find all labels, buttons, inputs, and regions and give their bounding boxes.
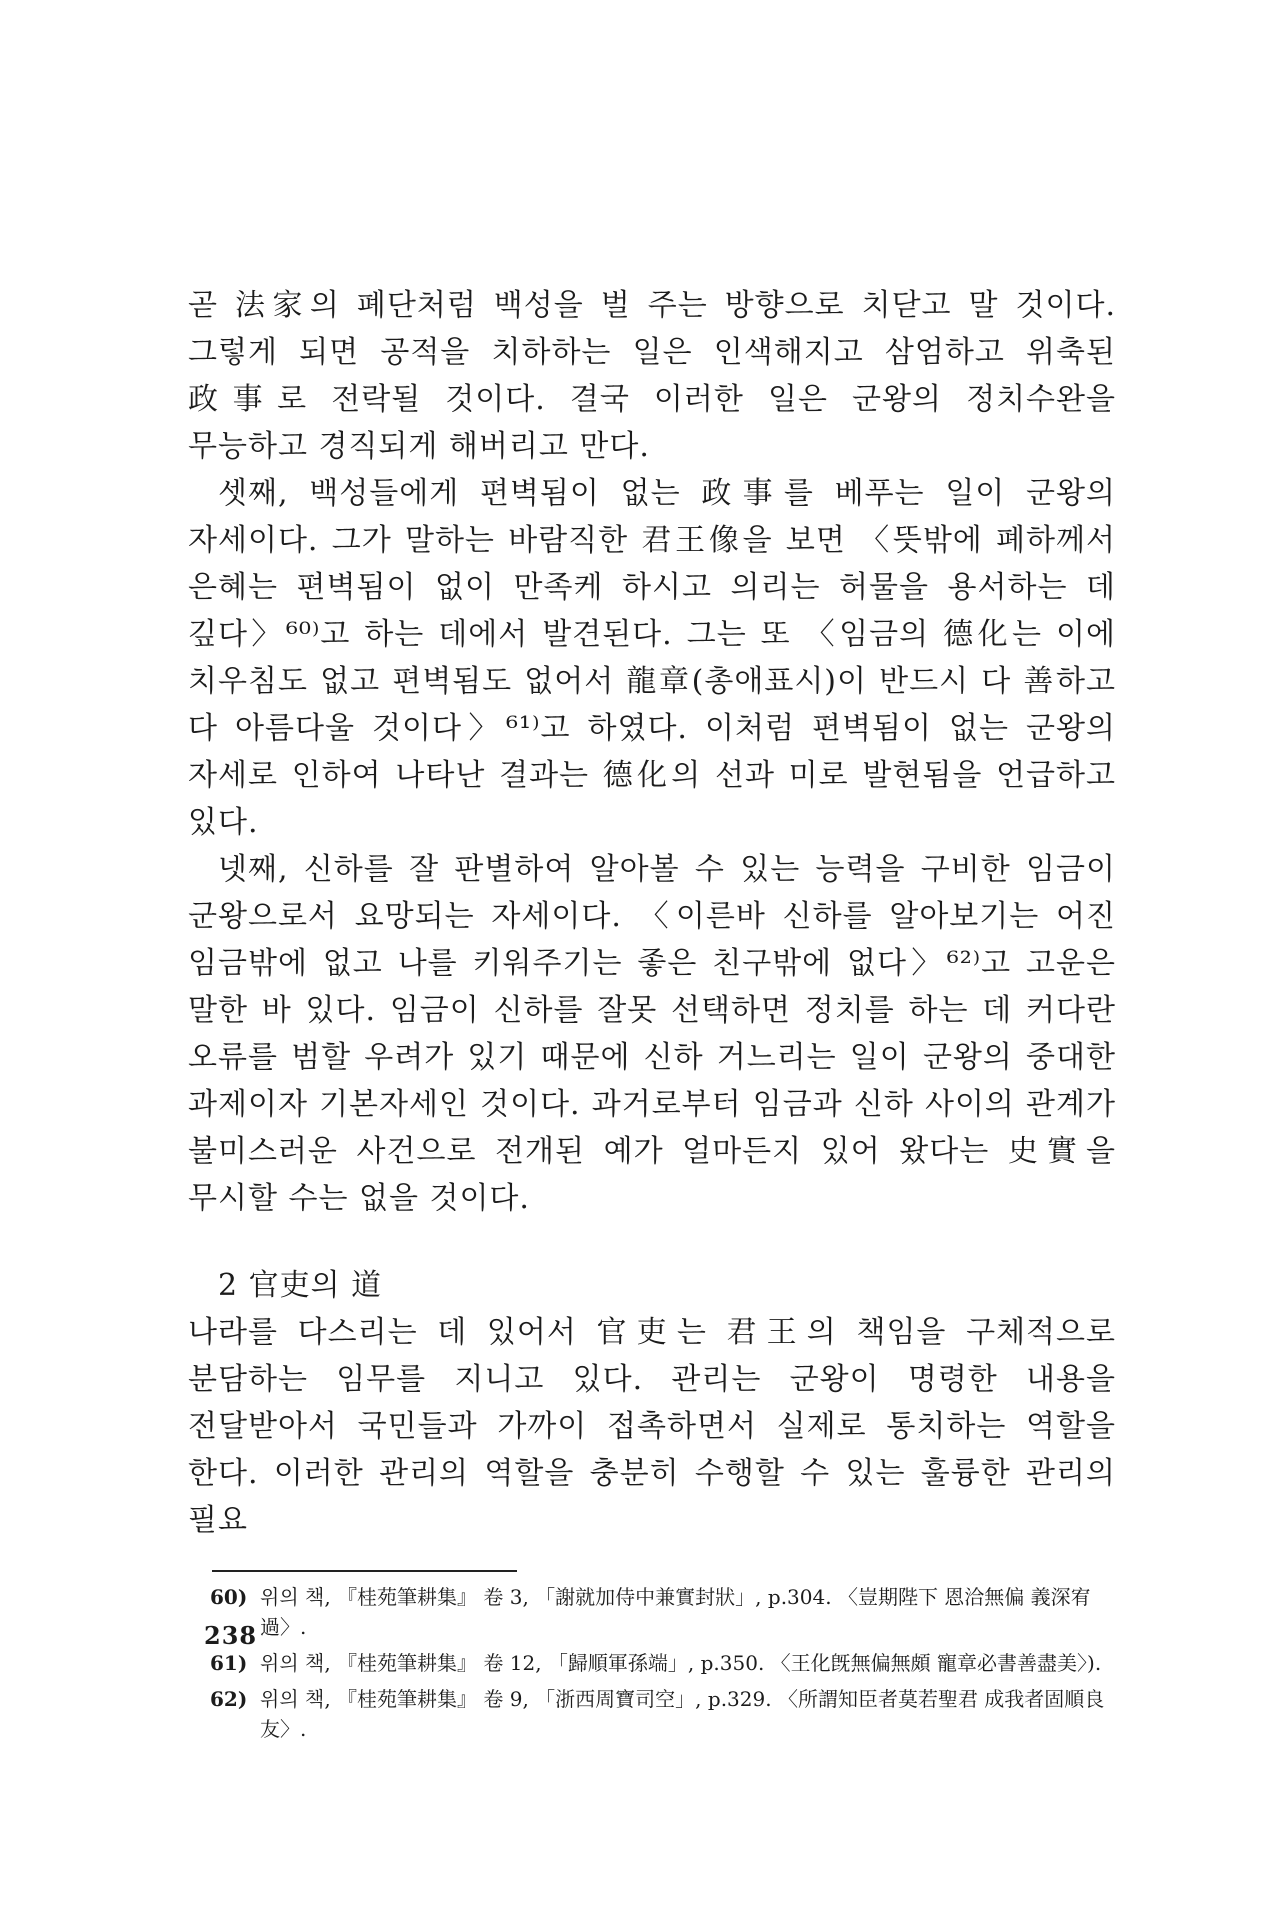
- page-number: 238: [204, 1621, 258, 1650]
- footnotes: [210, 1582, 1116, 1744]
- section-heading: 2 官吏의 道: [218, 1268, 383, 1303]
- footnote: [210, 1684, 1116, 1744]
- page-body: [188, 282, 1116, 1750]
- footnote-number: 61): [210, 1651, 248, 1675]
- footnote: [210, 1582, 1116, 1642]
- section-paragraph: 나라를 다스리는 데 있어서 官吏는 君王의 책임을 구체적으로 분담하는 임무를 지니고 있다. 관리는 군왕이 명령한 내용을 전달받아서 국민들과 가까이 접촉하면서 실제로 통치하는 역할을 한다. 이러한 관리의 역할을 충분히 수행할 수 있는 훌륭한 관리의 필요: [188, 1315, 1116, 1538]
- footnote-text: 위의 책, 『桂苑筆耕集』 卷 3, 「謝就加侍中兼實封狀」, p.304. 〈豈期陛下 恩洽無偏 義深宥過〉.: [260, 1585, 1091, 1639]
- footnote-divider: [212, 1570, 517, 1572]
- footnote-number: 60): [210, 1585, 248, 1609]
- footnote: [210, 1648, 1116, 1678]
- body-paragraph: 곧 法家의 폐단처럼 백성을 벌 주는 방향으로 치닫고 말 것이다. 그렇게 되면 공적을 치하하는 일은 인색해지고 삼엄하고 위축된 政事로 전락될 것이다. 결국 이러한 일은 군왕의 정치수완을 무능하고 경직되게 해버리고 만다.: [188, 288, 1116, 464]
- body-paragraph: 넷째, 신하를 잘 판별하여 알아볼 수 있는 능력을 구비한 임금이 군왕으로서 요망되는 자세이다. 〈이른바 신하를 알아보기는 어진 임금밖에 없고 나를 키워주기는 좋은 친구밖에 없다〉⁶²⁾고 고운은 말한 바 있다. 임금이 신하를 잘못 선택하면 정치를 하는 데 커다란 오류를 범할 우려가 있기 때문에 신하 거느리는 일이 군왕의 중대한 과제이자 기본자세인 것이다. 과거로부터 임금과 신하 사이의 관계가 불미스러운 사건으로 전개된 예가 얼마든지 있어 왔다는 史實을 무시할 수는 없을 것이다.: [188, 852, 1116, 1216]
- body-paragraph: 셋째, 백성들에게 편벽됨이 없는 政事를 베푸는 일이 군왕의 자세이다. 그가 말하는 바람직한 君王像을 보면 〈뜻밖에 폐하께서 은혜는 편벽됨이 없이 만족케 하시고 의리는 허물을 용서하는 데 깊다〉⁶⁰⁾고 하는 데에서 발견된다. 그는 또 〈임금의 德化는 이에 치우침도 없고 편벽됨도 없어서 龍章(총애표시)이 반드시 다 善하고 다 아름다울 것이다〉⁶¹⁾고 하였다. 이처럼 편벽됨이 없는 군왕의 자세로 인하여 나타난 결과는 德化의 선과 미로 발현됨을 언급하고 있다.: [188, 476, 1116, 840]
- footnote-text: 위의 책, 『桂苑筆耕集』 卷 9, 「浙西周寶司空」, p.329. 〈所謂知臣者莫若聖君 成我者固順良友〉.: [260, 1687, 1105, 1741]
- footnote-number: 62): [210, 1687, 248, 1711]
- footnote-text: 위의 책, 『桂苑筆耕集』 卷 12, 「歸順軍孫端」, p.350. 〈王化旣無偏無頗 寵章必書善盡美〉).: [260, 1651, 1102, 1675]
